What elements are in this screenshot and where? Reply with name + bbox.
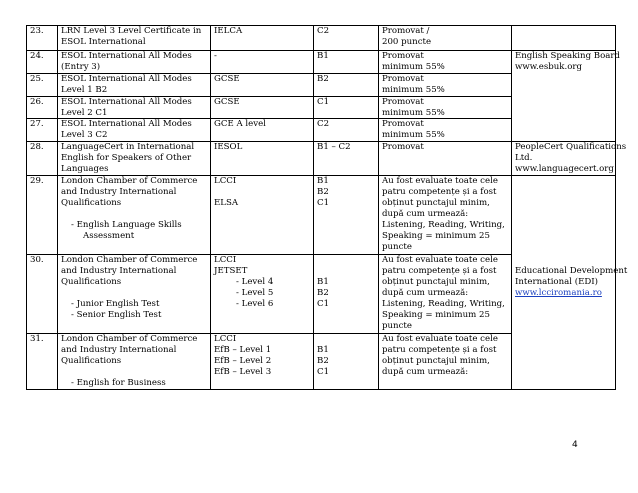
level-cell: C2 xyxy=(314,26,379,51)
provider-cell-esb: English Speaking Board www.esbuk.org xyxy=(512,51,616,142)
code-cell: LCCI ELSA xyxy=(211,176,314,255)
row-number: 28. xyxy=(27,142,58,176)
qualifications-table xyxy=(26,25,628,390)
level-cell: B1 B2 C1 xyxy=(314,176,379,255)
qualification-cell: London Chamber of Commerce and Industry International Qualifications - English Language Skills Assessment xyxy=(58,176,211,255)
table-row xyxy=(27,51,616,74)
row-number: 24. xyxy=(27,51,58,74)
requirement-cell: Au fost evaluate toate cele patru competențe și a fost obținut punctajul minim, după cum urmează: xyxy=(379,334,512,390)
requirement-cell: Promovat / 200 puncte xyxy=(379,26,512,51)
qualification-cell: ESOL International All Modes Level 1 B2 xyxy=(58,73,211,96)
requirement-cell: Promovat minimum 55% xyxy=(379,51,512,74)
provider-cell-empty xyxy=(512,26,616,51)
level-cell: B1 B2 C1 xyxy=(314,255,379,334)
provider-cell-peoplecert: PeopleCert Qualifications Ltd. www.languagecert.org xyxy=(512,142,616,176)
code-cell: IESOL xyxy=(211,142,314,176)
row-number: 25. xyxy=(27,73,58,96)
requirement-cell: Promovat minimum 55% xyxy=(379,73,512,96)
level-cell: B1 B2 C1 xyxy=(314,334,379,390)
page-number: 4 xyxy=(572,440,578,450)
qualification-cell: ESOL International All Modes Level 2 C1 xyxy=(58,96,211,119)
qualification-cell: London Chamber of Commerce and Industry International Qualifications - English for Business xyxy=(58,334,211,390)
requirement-cell: Promovat minimum 55% xyxy=(379,119,512,142)
code-cell: GCSE xyxy=(211,73,314,96)
code-cell: GCE A level xyxy=(211,119,314,142)
table-row xyxy=(27,26,616,51)
row-number: 29. xyxy=(27,176,58,255)
requirement-cell: Promovat minimum 55% xyxy=(379,96,512,119)
level-cell: C1 xyxy=(314,96,379,119)
qualification-cell: LanguageCert in International English for Speakers of Other Languages xyxy=(58,142,211,176)
level-cell: B1 xyxy=(314,51,379,74)
requirement-cell: Au fost evaluate toate cele patru competențe și a fost obținut punctajul minim, după cum urmează: Listening, Reading, Writing, Speaking = minimum 25 puncte xyxy=(379,255,512,334)
requirement-cell: Promovat xyxy=(379,142,512,176)
level-cell: B2 xyxy=(314,73,379,96)
row-number: 27. xyxy=(27,119,58,142)
row-number: 31. xyxy=(27,334,58,390)
table-row xyxy=(27,176,616,255)
level-cell: B1 – C2 xyxy=(314,142,379,176)
level-cell: C2 xyxy=(314,119,379,142)
qualification-cell: LRN Level 3 Level Certificate in ESOL International xyxy=(58,26,211,51)
row-number: 23. xyxy=(27,26,58,51)
qualification-cell: London Chamber of Commerce and Industry International Qualifications - Junior English Test - Senior English Test xyxy=(58,255,211,334)
qualification-cell: ESOL International All Modes Level 3 C2 xyxy=(58,119,211,142)
code-cell: - xyxy=(211,51,314,74)
row-number: 30. xyxy=(27,255,58,334)
code-cell: LCCI EfB – Level 1 EfB – Level 2 EfB – Level 3 xyxy=(211,334,314,390)
code-cell: LCCI JETSET - Level 4 - Level 5 - Level 6 xyxy=(211,255,314,334)
requirement-cell: Au fost evaluate toate cele patru competențe și a fost obținut punctajul minim, după cum urmează: Listening, Reading, Writing, Speaking = minimum 25 puncte xyxy=(379,176,512,255)
row-number: 26. xyxy=(27,96,58,119)
code-cell: IELCA xyxy=(211,26,314,51)
qualification-cell: ESOL International All Modes (Entry 3) xyxy=(58,51,211,74)
provider-cell-edi: Educational Development International (EDI) www.lcciromania.ro xyxy=(512,176,616,390)
edi-website-link[interactable]: www.lcciromania.ro xyxy=(515,288,602,299)
table-row xyxy=(27,142,616,176)
code-cell: GCSE xyxy=(211,96,314,119)
